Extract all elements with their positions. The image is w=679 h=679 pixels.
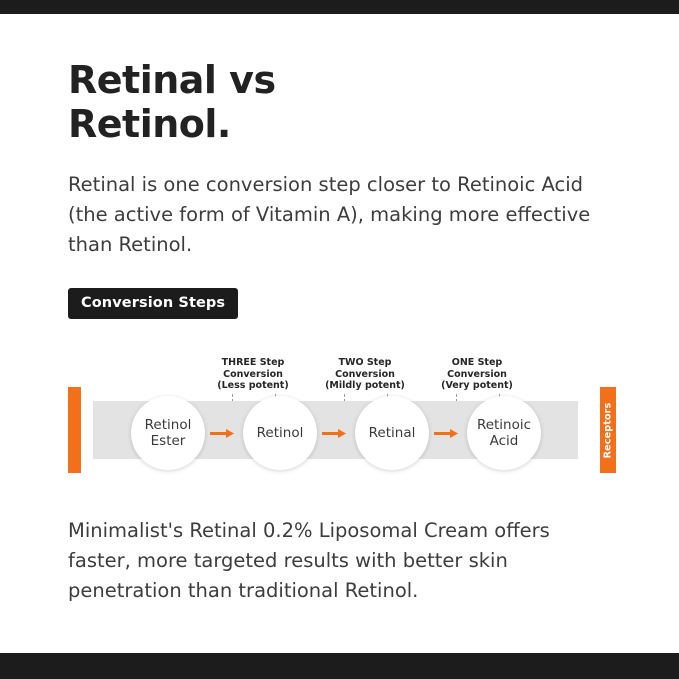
content-area (68, 58, 613, 606)
conversion-steps-badge: Conversion Steps (68, 288, 238, 319)
step-note-3-line-2: Conversion (447, 368, 507, 380)
step-note-1-line-3: (Less potent) (217, 380, 289, 391)
node-retinol-ester (131, 396, 205, 470)
node-retinol-label: Retinol (256, 425, 304, 441)
page-title-line-1: Retinal vs (68, 58, 276, 102)
step-note-3-line-3: (Very potent) (441, 380, 513, 391)
lead-paragraph: Retinal is one conversion step closer to Retinoic Acid (the active form of Vitamin A), making more effective than Retinol. (68, 173, 591, 256)
node-retinol (243, 396, 317, 470)
arrow-right-icon-2 (322, 429, 346, 438)
node-retinoic-acid-label: Retinoic Acid (476, 417, 532, 449)
page-title-line-2: Retinol. (68, 102, 231, 146)
step-note-3-line-1: ONE Step (451, 357, 503, 368)
arrow-right-icon-1 (210, 429, 234, 438)
step-note-1-text (199, 357, 307, 392)
page-title (68, 58, 613, 146)
conversion-diagram (68, 349, 613, 494)
step-note-1-line-2: Conversion (223, 368, 283, 380)
step-note-1-line-1: THREE Step (221, 357, 285, 368)
arrow-right-icon-3 (434, 429, 458, 438)
node-retinoic-acid (467, 396, 541, 470)
start-accent-bar (68, 387, 81, 473)
node-retinal-label: Retinal (368, 425, 416, 441)
top-letterbox-bar (0, 0, 679, 14)
footer-paragraph: Minimalist's Retinal 0.2% Liposomal Cream offers faster, more targeted results with better skin penetration than traditional Retinol. (68, 519, 550, 602)
node-retinal (355, 396, 429, 470)
bottom-letterbox-bar (0, 653, 679, 679)
step-note-2-line-3: (Mildly potent) (325, 380, 405, 391)
step-note-2-line-1: TWO Step (338, 357, 392, 368)
receptors-label-text: Receptors (602, 402, 613, 458)
step-note-2-text (311, 357, 419, 392)
node-retinol-ester-label: Retinol Ester (144, 417, 192, 449)
step-note-2-line-2: Conversion (335, 368, 395, 380)
step-note-3-text (423, 357, 531, 392)
receptors-label (599, 387, 616, 473)
